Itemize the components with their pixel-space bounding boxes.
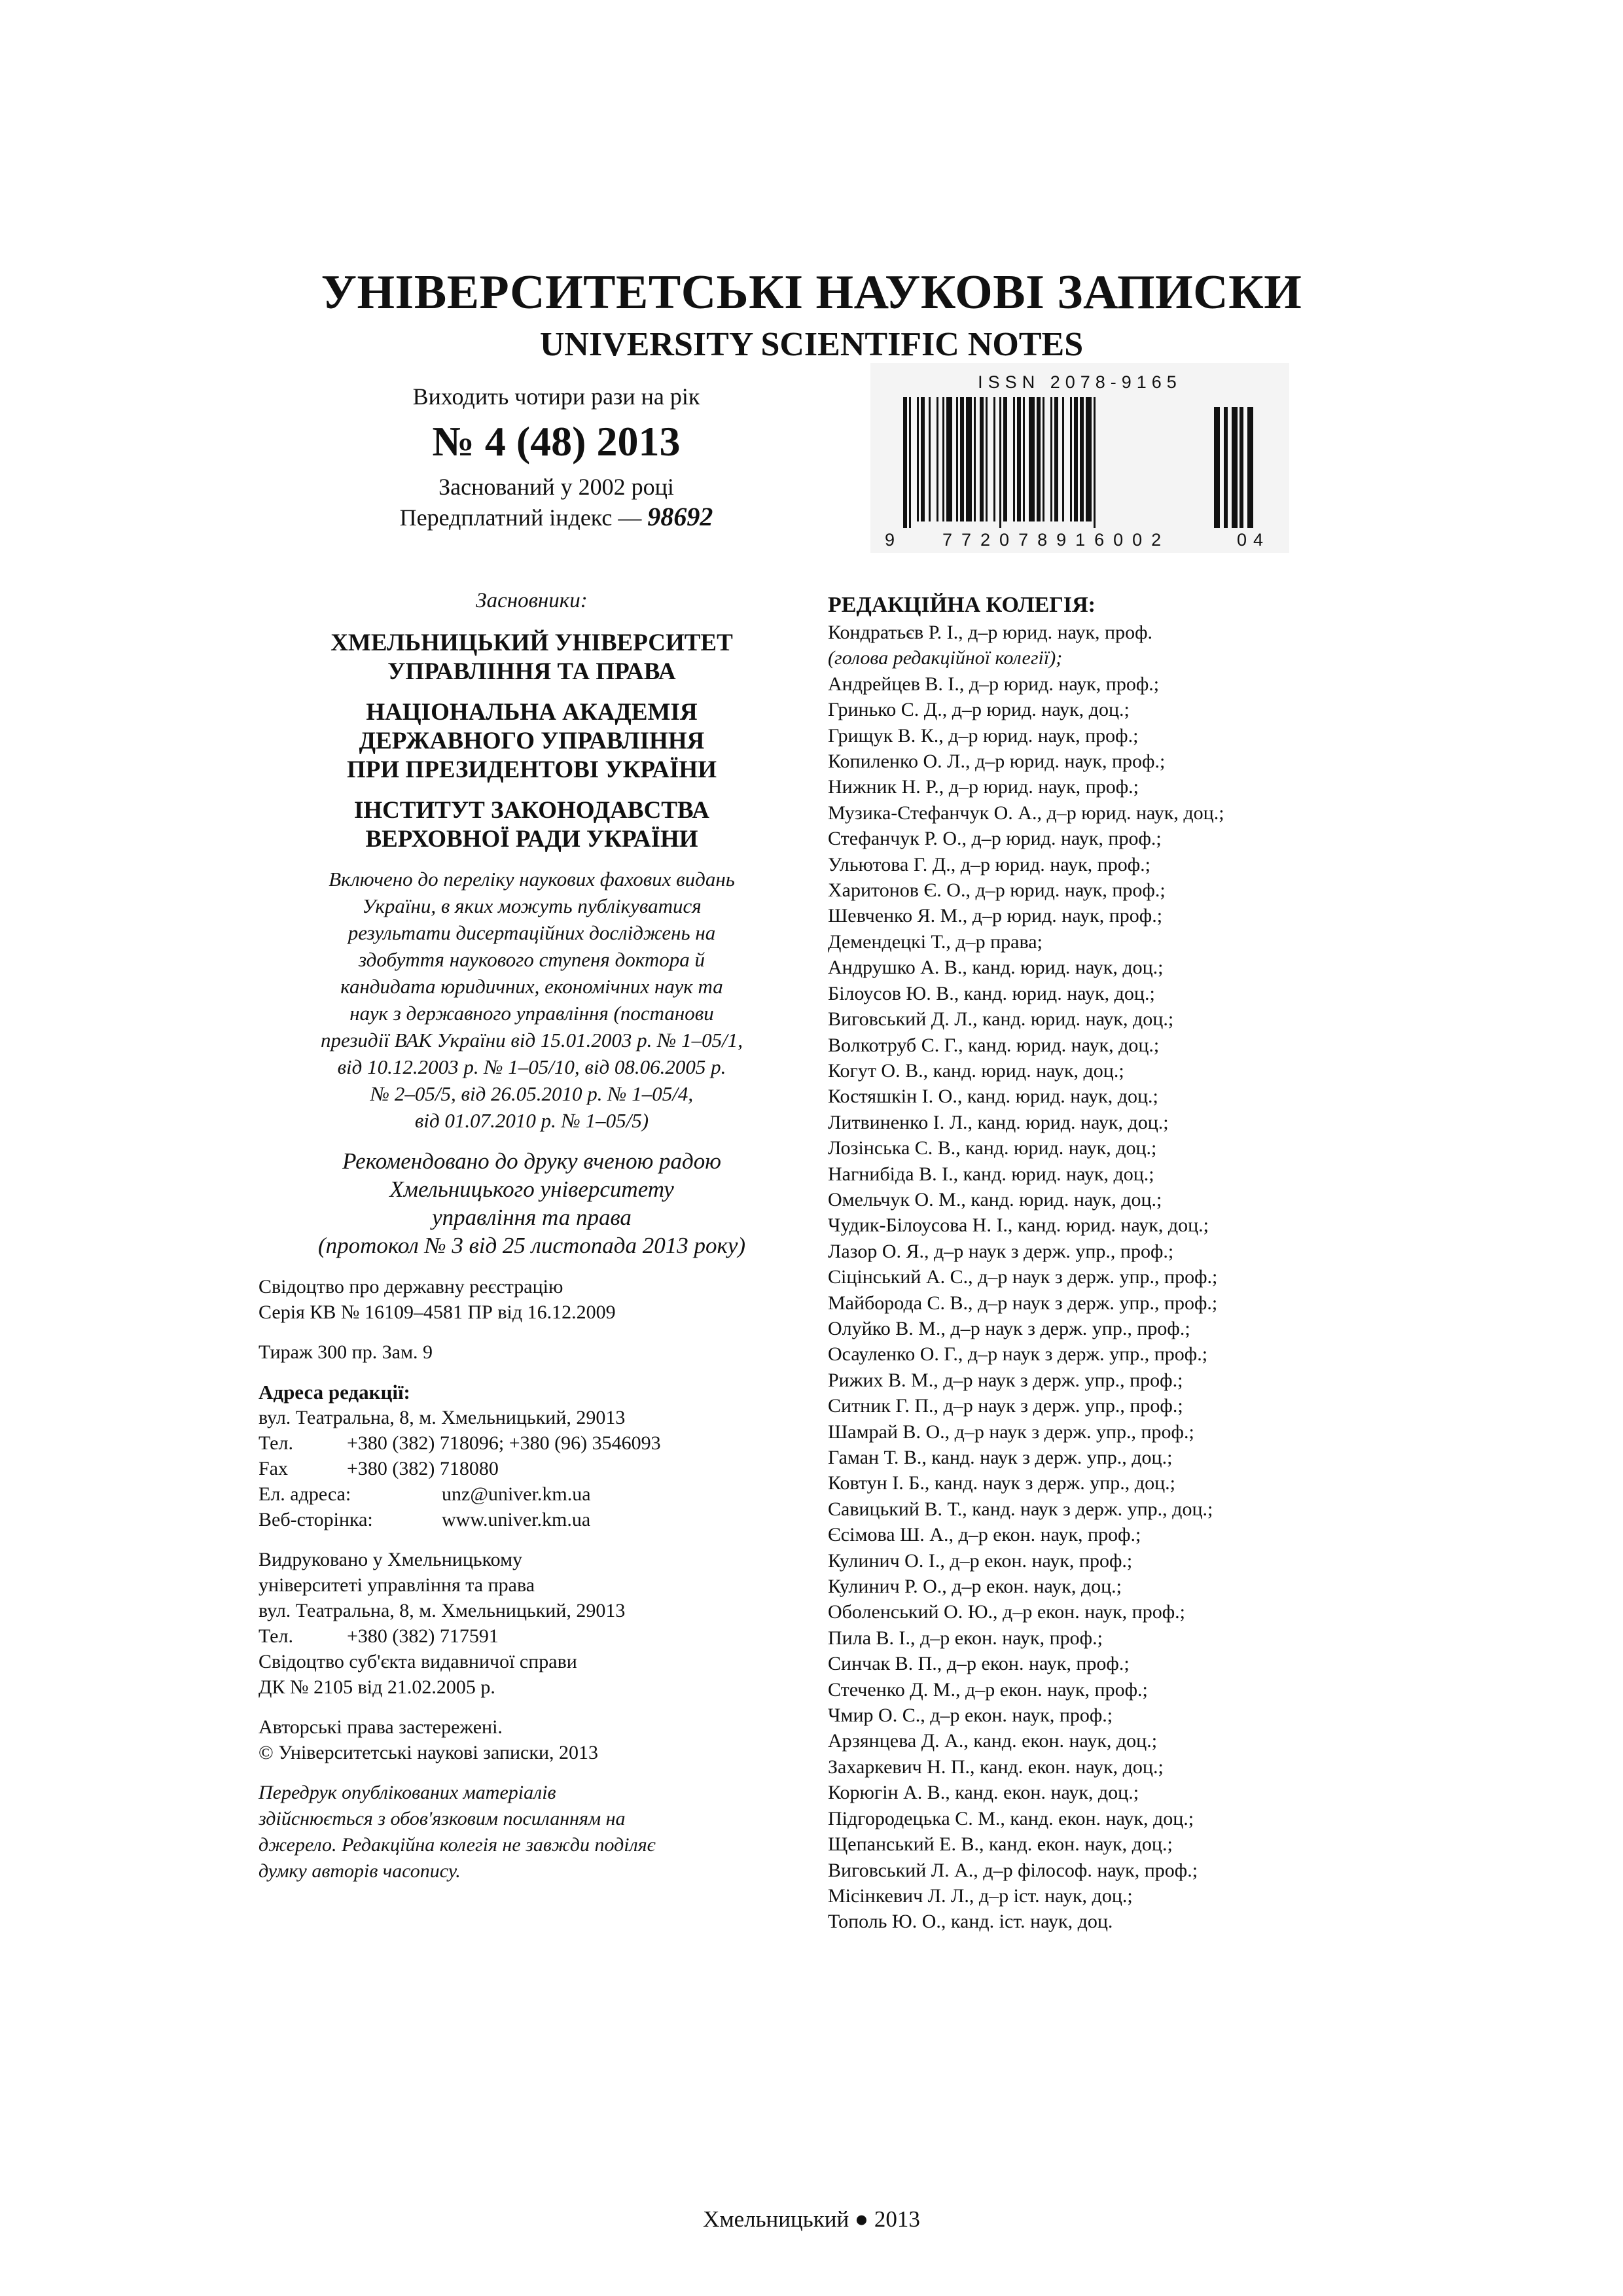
website-value: www.univer.km.ua [442,1509,591,1530]
barcode-addon-bar [1240,407,1243,528]
board-member: Місінкевич Л. Л., д–р іст. наук, доц.; [828,1884,1133,1907]
email-row [259,1481,805,1507]
board-member: Ковтун І. Б., канд. наук з держ. упр., доц.; [828,1472,1175,1494]
phone-label: Тел. [259,1432,293,1454]
address-line: вул. Театральна, 8, м. Хмельницький, 29013 [259,1407,626,1428]
issn-label: ISSN 2078-9165 [978,372,1182,392]
fax-label: Fax [259,1458,288,1479]
barcode-addon-bar [1232,407,1238,528]
barcode-icon [883,397,1276,528]
reprint-notice-line: здійснюється з обов'язковим посиланням на [259,1808,626,1829]
subscription-index [327,502,785,533]
printed-at-line: Видруковано у Хмельницькому [259,1549,523,1570]
board-member: Пила В. І., д–р екон. наук, проф.; [828,1627,1103,1649]
founder-name [259,698,805,785]
board-member: Гаман Т. В., канд. наук з держ. упр., доц.; [828,1447,1173,1468]
barcode-bar [960,397,964,521]
recommendation-line: (протокол № 3 від 25 листопада 2013 року) [317,1233,746,1258]
board-member: Стефанчук Р. О., д–р юрид. наук, проф.; [828,828,1162,850]
board-member: Грищук В. К., д–р юрид. наук, проф.; [828,724,1139,747]
board-member: Єсімова Ш. А., д–р екон. наук, проф.; [828,1524,1141,1546]
board-member: Шевченко Я. М., д–р юрид. наук, проф.; [828,905,1163,927]
barcode-addon-bar [1214,407,1220,528]
board-member: Щепанський Е. В., канд. екон. наук, доц.; [828,1833,1173,1856]
recommendation-line: Рекомендовано до друку вченою радою [342,1148,721,1174]
board-member: Лазор О. Я., д–р наук з держ. упр., проф.; [828,1240,1174,1262]
vak-statement-line: результати дисертаційних досліджень на [348,921,716,944]
board-member: Когут О. В., канд. юрид. наук, доц.; [828,1059,1124,1082]
journal-title-english: UNIVERSITY SCIENTIFIC NOTES [539,326,1084,363]
issn-barcode [870,363,1289,553]
imprint-column [259,589,805,1884]
barcode-bar [980,397,984,521]
barcode-bar [1050,397,1052,521]
founder-name-line: ПРИ ПРЕЗИДЕНТОВІ УКРАЇНИ [347,756,717,783]
circulation: Тираж 300 пр. Зам. 9 [259,1341,433,1363]
board-member: Стеченко Д. М., д–р екон. наук, проф.; [828,1678,1148,1701]
website-label: Веб-сторінка: [259,1509,373,1530]
reprint-notice-line: джерело. Редакційна колегія не завжди поділяє [259,1834,656,1856]
vak-statement-line: здобуття наукового ступеня доктора й [359,948,705,971]
board-member: Литвиненко І. Л., канд. юрид. наук, доц.; [828,1111,1169,1133]
barcode-bar [993,397,995,521]
board-member: Волкотруб С. Г., канд. юрид. наук, доц.; [828,1034,1160,1056]
copyright-line: © Університетські наукові записки, 2013 [259,1742,598,1763]
board-member: Андрейцев В. І., д–р юрид. наук, проф.; [828,673,1160,695]
founders-list [259,629,805,854]
barcode-bar [929,397,931,521]
board-member: Чмир О. С., д–р екон. наук, проф.; [828,1704,1113,1727]
vak-statement [259,866,805,1134]
vak-statement-line: від 10.12.2003 р. № 1–05/10, від 08.06.2005 р. [337,1055,726,1078]
barcode-lead-digit: 9 [885,530,895,550]
board-member: Демендецкі Т., д–р права; [828,930,1043,953]
barcode-bar [1003,397,1007,521]
barcode-bar [909,397,911,528]
board-member: Харитонов Є. О., д–р юрид. наук, проф.; [828,879,1166,902]
board-member: Рижих В. М., д–р наук з держ. упр., проф.; [828,1369,1183,1391]
board-member: Нагнибіда В. І., канд. юрид. наук, доц.; [828,1163,1154,1185]
printed-at-line: вул. Театральна, 8, м. Хмельницький, 29013 [259,1600,626,1621]
vak-statement-line: від 01.07.2010 р. № 1–05/5) [414,1109,649,1132]
printing-phone-label: Тел. [259,1625,293,1647]
founder-name [259,629,805,686]
board-member: Савицький В. Т., канд. наук з держ. упр., доц.; [828,1498,1213,1520]
founder-name-line: ХМЕЛЬНИЦЬКИЙ УНІВЕРСИТЕТ [330,629,733,656]
printed-at-line: університеті управління та права [259,1574,535,1596]
barcode-addon-bar [1247,407,1253,528]
barcode-addon-bar [1224,407,1228,528]
board-member: Ульютова Г. Д., д–р юрид. наук, проф.; [828,853,1150,875]
printing-phone-row [259,1623,805,1649]
editorial-board [828,591,1397,1935]
board-member: Копиленко О. Л., д–р юрид. наук, проф.; [828,751,1166,773]
board-member: Виговський Л. А., д–р філософ. наук, проф.; [828,1859,1198,1881]
barcode-bar [921,397,925,521]
founder-name [259,796,805,854]
publisher-certificate [259,1649,805,1700]
barcode-bar [1037,397,1041,521]
board-member: Синчак В. П., д–р екон. наук, проф.; [828,1653,1130,1675]
vak-statement-line: наук з державного управління (постанови [349,1002,714,1025]
fax-value: +380 (382) 718080 [347,1458,499,1479]
board-member: Шамрай В. О., д–р наук з держ. упр., проф.; [828,1421,1194,1443]
barcode-bar [1043,397,1044,521]
issue-number: № 4 (48) 2013 [432,418,681,465]
phone-value: +380 (382) 718096; +380 (96) 3546093 [347,1432,661,1454]
founder-name-line: ВЕРХОВНОЇ РАДИ УКРАЇНИ [365,826,698,853]
founder-name-line: НАЦІОНАЛЬНА АКАДЕМІЯ [366,699,698,726]
phone-row [259,1430,805,1456]
board-member: Омельчук О. М., канд. юрид. наук, доц.; [828,1188,1162,1210]
email-label: Ел. адреса: [259,1483,351,1505]
website-row [259,1507,805,1532]
publisher-line: Свідоцтво суб'єкта видавничої справи [259,1651,577,1672]
board-member: Чудик-Білоусова Н. І., канд. юрид. наук, доц.; [828,1214,1209,1237]
publication-info [327,381,785,533]
board-member: Кондратьєв Р. І., д–р юрид. наук, проф. [828,622,1153,643]
barcode-bar [1080,397,1084,521]
barcode-addon: 04 [1237,530,1270,550]
reprint-notice-line: Передрук опублікованих матеріалів [259,1782,556,1803]
barcode-bar [1074,397,1078,521]
barcode-bar [986,397,988,521]
founded-year: Заснований у 2002 році [438,474,674,500]
barcode-bar [1070,397,1072,521]
board-member: Нижник Н. Р., д–р юрид. наук, проф.; [828,776,1139,798]
reprint-notice [259,1780,805,1884]
recommendation-statement [259,1147,805,1260]
editorial-board-list [828,620,1397,1935]
copyright-line: Авторські права застережені. [259,1716,503,1738]
board-member: Андрушко А. В., канд. юрид. наук, доц.; [828,957,1164,979]
subscription-index-value: 98692 [647,502,713,531]
board-member: Лозінська С. В., канд. юрид. наук, доц.; [828,1137,1157,1159]
barcode-bar [1094,397,1096,528]
board-member: Гринько С. Д., д–р юрид. наук, доц.; [828,699,1130,721]
board-member: Підгородецька С. М., канд. екон. наук, доц.; [828,1807,1194,1829]
vak-statement-line: України, в яких можуть публікуватися [362,894,702,917]
registration-certificate [259,1274,805,1325]
email-value: unz@univer.km.ua [442,1483,591,1505]
subscription-index-label: Передплатний індекс — [399,504,642,531]
barcode-bar [1054,397,1058,521]
barcode-bar [966,397,972,521]
editorial-board-title: РЕДАКЦІЙНА КОЛЕГІЯ: [828,593,1096,617]
board-member: Ситник Г. П., д–р наук з держ. упр., проф.; [828,1395,1183,1417]
founder-name-line: ДЕРЖАВНОГО УПРАВЛІННЯ [359,728,705,754]
vak-statement-line: кандидата юридичних, економічних наук та [340,975,723,998]
registration-line: Серія КВ № 16109–4581 ПР від 16.12.2009 [259,1301,616,1323]
publisher-line: ДК № 2105 від 21.02.2005 р. [259,1676,495,1698]
barcode-bar [1013,397,1015,521]
founder-name-line: УПРАВЛІННЯ ТА ПРАВА [387,658,676,685]
board-member: Білоусов Ю. В., канд. юрид. наук, доц.; [828,982,1155,1004]
reprint-notice-line: думку авторів часопису. [259,1860,461,1882]
board-member: Оболенський О. Ю., д–р екон. наук, проф.; [828,1601,1185,1623]
editorial-address [259,1379,805,1532]
copyright [259,1714,805,1765]
barcode-bar [942,397,944,521]
board-member: Кулинич Р. О., д–р екон. наук, доц.; [828,1576,1122,1598]
barcode-bar [1062,397,1064,521]
recommendation-line: Хмельницького університету [389,1176,674,1202]
board-member: Корюгін А. В., канд. екон. наук, доц.; [828,1782,1139,1804]
barcode-bar [956,397,958,521]
barcode-bar [1086,397,1092,521]
board-member: Майборода С. В., д–р наук з держ. упр., проф.; [828,1292,1218,1314]
board-member: Тополь Ю. О., канд. іст. наук, доц. [828,1911,1113,1933]
barcode-bar [1023,397,1025,521]
vak-statement-line: № 2–05/5, від 26.05.2010 р. № 1–05/4, [370,1082,694,1105]
barcode-bar [999,397,1001,528]
barcode-bar [974,397,976,521]
board-member: Виговський Д. Л., канд. юрид. наук, доц.; [828,1008,1174,1031]
barcode-bar [917,397,919,521]
barcode-bar [1017,397,1021,521]
printing-info [259,1547,805,1700]
board-member: Сіцінський А. С., д–р наук з держ. упр., проф.; [828,1266,1218,1288]
barcode-bar [946,397,952,521]
board-member: Захаркевич Н. П., канд. екон. наук, доц.; [828,1756,1164,1778]
barcode-bar [936,397,938,521]
barcode-bar [903,397,907,528]
board-member: Костяшкін І. О., канд. юрид. наук, доц.; [828,1086,1158,1108]
board-member: (голова редакційної колегії); [828,647,1063,669]
board-member: Осауленко О. Г., д–р наук з держ. упр., проф.; [828,1343,1208,1366]
board-member: Олуйко В. М., д–р наук з держ. упр., проф.; [828,1317,1190,1339]
registration-line: Свідоцтво про державну реєстрацію [259,1276,563,1298]
barcode-bar [1029,397,1035,521]
barcode-digits: 772078916002 [942,530,1171,550]
footer-place-year: Хмельницький ● 2013 [703,2206,920,2232]
vak-statement-line: президії ВАК України від 15.01.2003 р. № 1–05/1, [320,1029,743,1051]
board-member: Музика-Стефанчук О. А., д–р юрид. наук, доц.; [828,802,1224,824]
printed-at [259,1547,805,1623]
journal-title: УНІВЕРСИТЕТСЬКІ НАУКОВІ ЗАПИСКИ [321,266,1302,319]
founder-name-line: ІНСТИТУТ ЗАКОНОДАВСТВА [353,797,710,824]
address-heading: Адреса редакції: [259,1381,410,1404]
fax-row [259,1456,805,1481]
board-member: Кулинич О. І., д–р екон. наук, проф.; [828,1549,1133,1572]
frequency: Виходить чотири рази на рік [412,383,700,410]
recommendation-line: управління та права [432,1205,632,1230]
board-member: Арзянцева Д. А., канд. екон. наук, доц.; [828,1730,1158,1752]
founders-label: Засновники: [476,589,588,612]
vak-statement-line: Включено до переліку наукових фахових видань [329,868,735,891]
printing-phone-value: +380 (382) 717591 [347,1625,499,1647]
